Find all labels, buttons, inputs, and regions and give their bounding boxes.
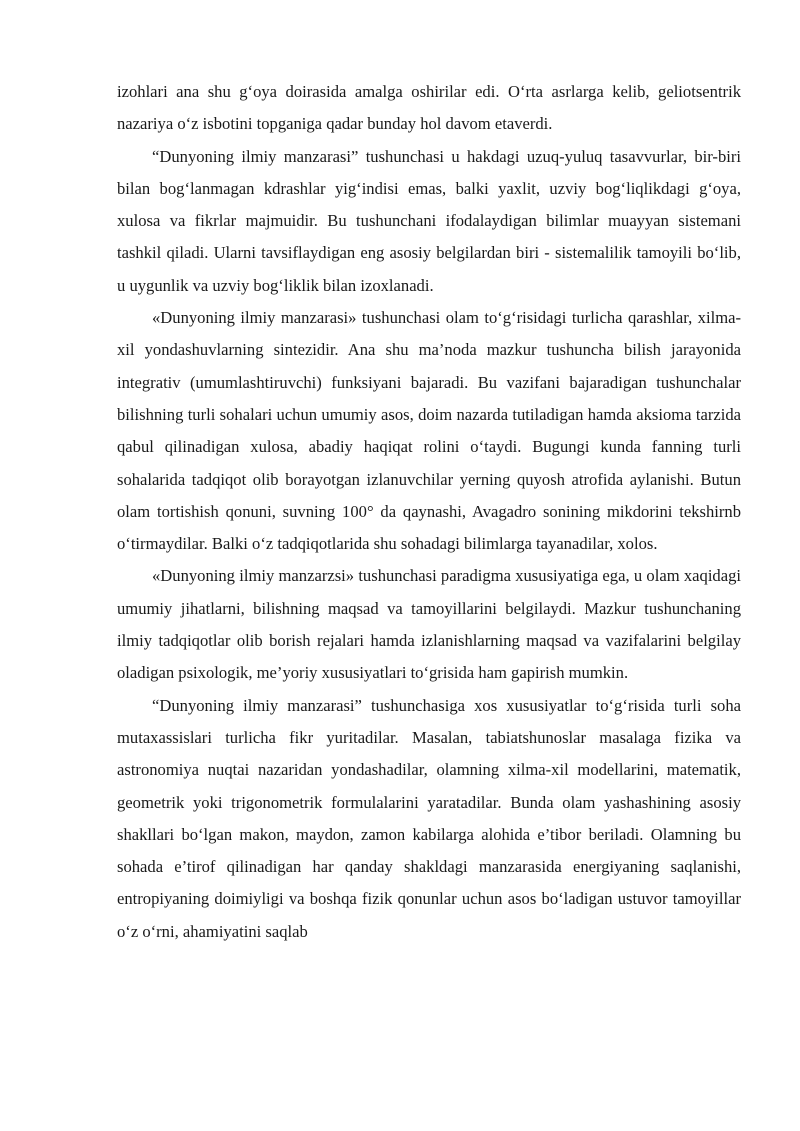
- paragraph-2: “Dunyoning ilmiy manzarasi” tushunchasi u hakdagi uzuq-yuluq tasavvurlar, bir-biri bilan bog‘lanmagan kdrashlar yig‘indisi emas, balki yaxlit, uzviy bog‘liqlikdagi g‘oya, xulosa va fikrlar majmuidir. Bu tushunchani ifodalaydigan bilimlar muayyan sistemani tashkil qiladi. Ularni tavsiflaydigan eng asosiy belgilardan biri - sistemalilik tamoyili bo‘lib, u uygunlik va uzviy bog‘liklik bilan izoxlanadi.: [117, 146, 741, 295]
- document-page: [117, 76, 741, 948]
- paragraph-4: «Dunyoning ilmiy manzarzsi» tushunchasi paradigma xususiyatiga ega, u olam xaqidagi umumiy jihatlarni, bilishning maqsad va tamoyillarini belgilaydi. Mazkur tushunchaning ilmiy tadqiqotlar olib borish rejalari hamda izlanishlarning maqsad va vazifalarini belgilay oladigan psixologik, me’yoriy xususiyatlari to‘grisida ham gapirish mumkin.: [117, 566, 741, 683]
- paragraph-3: «Dunyoning ilmiy manzarasi» tushunchasi olam to‘g‘risidagi turlicha qarashlar, xilma-xil yondashuvlarning sintezidir. Ana shu ma’noda mazkur tushuncha bilish jarayonida integrativ (umumlashtiruvchi) funksiyani bajaradi. Bu vazifani bajaradigan tushunchalar bilishning turli sohalari uchun umumiy asos, doim nazarda tutiladigan hamda aksioma tarzida qabul qilinadigan xulosa, abadiy haqiqat rolini o‘taydi. Bugungi kunda fanning turli sohalarida tadqiqot olib borayotgan izlanuvchilar yerning quyosh atrofida aylanishi. Butun olam tortishish qonuni, suvning 100° da qaynashi, Avagadro sonining mikdorini tekshirnb o‘tirmaydilar. Balki o‘z tadqiqotlarida shu sohadagi bilimlarga tayanadilar, xolos.: [117, 308, 741, 554]
- paragraph-5: “Dunyoning ilmiy manzarasi” tushunchasiga xos xususiyatlar to‘g‘risida turli soha mutaxassislari turlicha fikr yuritadilar. Masalan, tabiatshunoslar masalaga fizika va astronomiya nuqtai nazaridan yondashadilar, olamning xilma-xil modellarini, matematik, geometrik yoki trigonometrik formulalarini yaratadilar. Bunda olam yashashining asosiy shakllari bo‘lgan makon, maydon, zamon kabilarga alohida e’tibor beriladi. Olamning bu sohada e’tirof qilinadigan har qanday shakldagi manzarasida energiyaning saqlanishi, entropiyaning doimiyligi va boshqa fizik qonunlar uchun asos bo‘ladigan ustuvor tamoyillar o‘z o‘rni, ahamiyatini saqlab: [117, 695, 741, 941]
- paragraph-1: izohlari ana shu g‘oya doirasida amalga oshirilar edi. O‘rta asrlarga kelib, geliotsentrik nazariya o‘z isbotini topganiga qadar bunday hol davom etaverdi.: [117, 82, 741, 134]
